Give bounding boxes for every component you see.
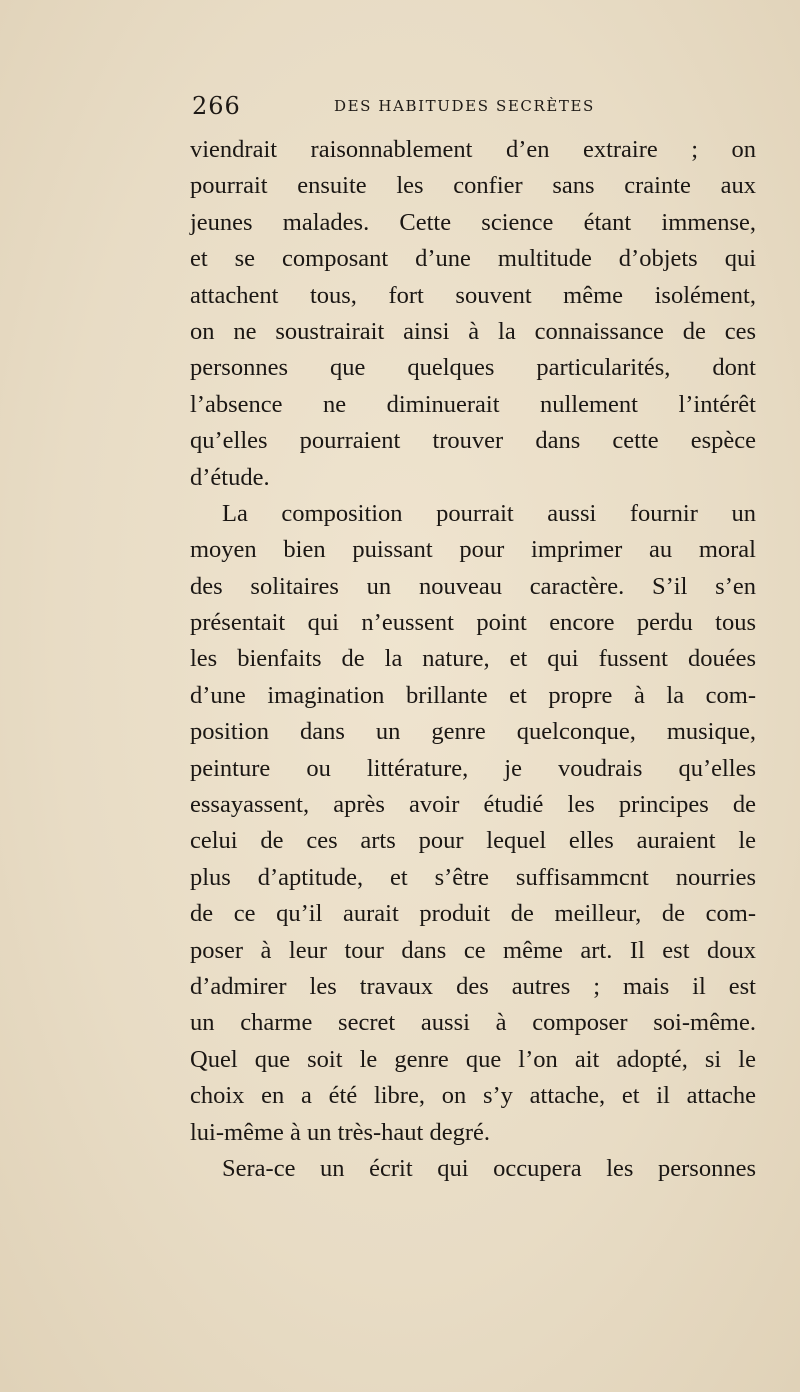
paragraph-start-line: La composition pourrait aussi fournir un — [222, 499, 756, 527]
text-line: de ce qu’il aurait produit de meilleur, de com- — [190, 900, 756, 928]
text-line: les bienfaits de la nature, et qui fussent douées — [190, 645, 756, 673]
text-line: présentait qui n’eussent point encore perdu tous — [190, 609, 756, 637]
text-line: qu’elles pourraient trouver dans cette espèce — [190, 427, 756, 455]
running-head: DES HABITUDES SECRÈTES — [334, 97, 595, 115]
page-number: 266 — [192, 92, 241, 120]
text-line: et se composant d’une multitude d’objets qui — [190, 245, 756, 273]
page-header — [192, 92, 758, 122]
text-line: plus d’aptitude, et s’être suffisammcnt nourries — [190, 863, 756, 891]
text-line: d’une imagination brillante et propre à la com- — [190, 681, 756, 709]
paragraph-start-line: Sera-ce un écrit qui occupera les personnes — [222, 1154, 756, 1182]
text-line: des solitaires un nouveau caractère. S’il s’en — [190, 572, 756, 600]
text-line: viendrait raisonnablement d’en extraire ; on — [190, 136, 756, 163]
text-line: d’admirer les travaux des autres ; mais il est — [190, 972, 756, 1000]
text-line: poser à leur tour dans ce même art. Il est doux — [190, 936, 756, 964]
text-line: on ne soustrairait ainsi à la connaissance de ces — [190, 317, 756, 345]
paragraph-end-line: lui-même à un très-haut degré. — [190, 1118, 491, 1146]
text-line: jeunes malades. Cette science étant immense, — [190, 208, 756, 236]
text-line: l’absence ne diminuerait nullement l’intérêt — [190, 390, 756, 418]
text-line: attachent tous, fort souvent même isolément, — [190, 281, 756, 309]
paragraph-end-line: d’étude. — [190, 463, 270, 491]
text-line: celui de ces arts pour lequel elles auraient le — [190, 827, 756, 855]
text-line: moyen bien puissant pour imprimer au moral — [190, 536, 756, 564]
text-line: pourrait ensuite les confier sans crainte aux — [190, 172, 756, 200]
text-line: peinture ou littérature, je voudrais qu’elles — [190, 754, 756, 782]
text-line: Quel que soit le genre que l’on ait adopté, si le — [190, 1045, 756, 1073]
body-text — [190, 132, 756, 1187]
text-line: essayassent, après avoir étudié les principes de — [190, 791, 756, 819]
text-line: personnes que quelques particularités, dont — [190, 354, 756, 382]
text-line: un charme secret aussi à composer soi-même. — [190, 1009, 756, 1037]
text-line: position dans un genre quelconque, musique, — [190, 718, 756, 746]
text-line: choix en a été libre, on s’y attache, et il attache — [190, 1082, 756, 1110]
